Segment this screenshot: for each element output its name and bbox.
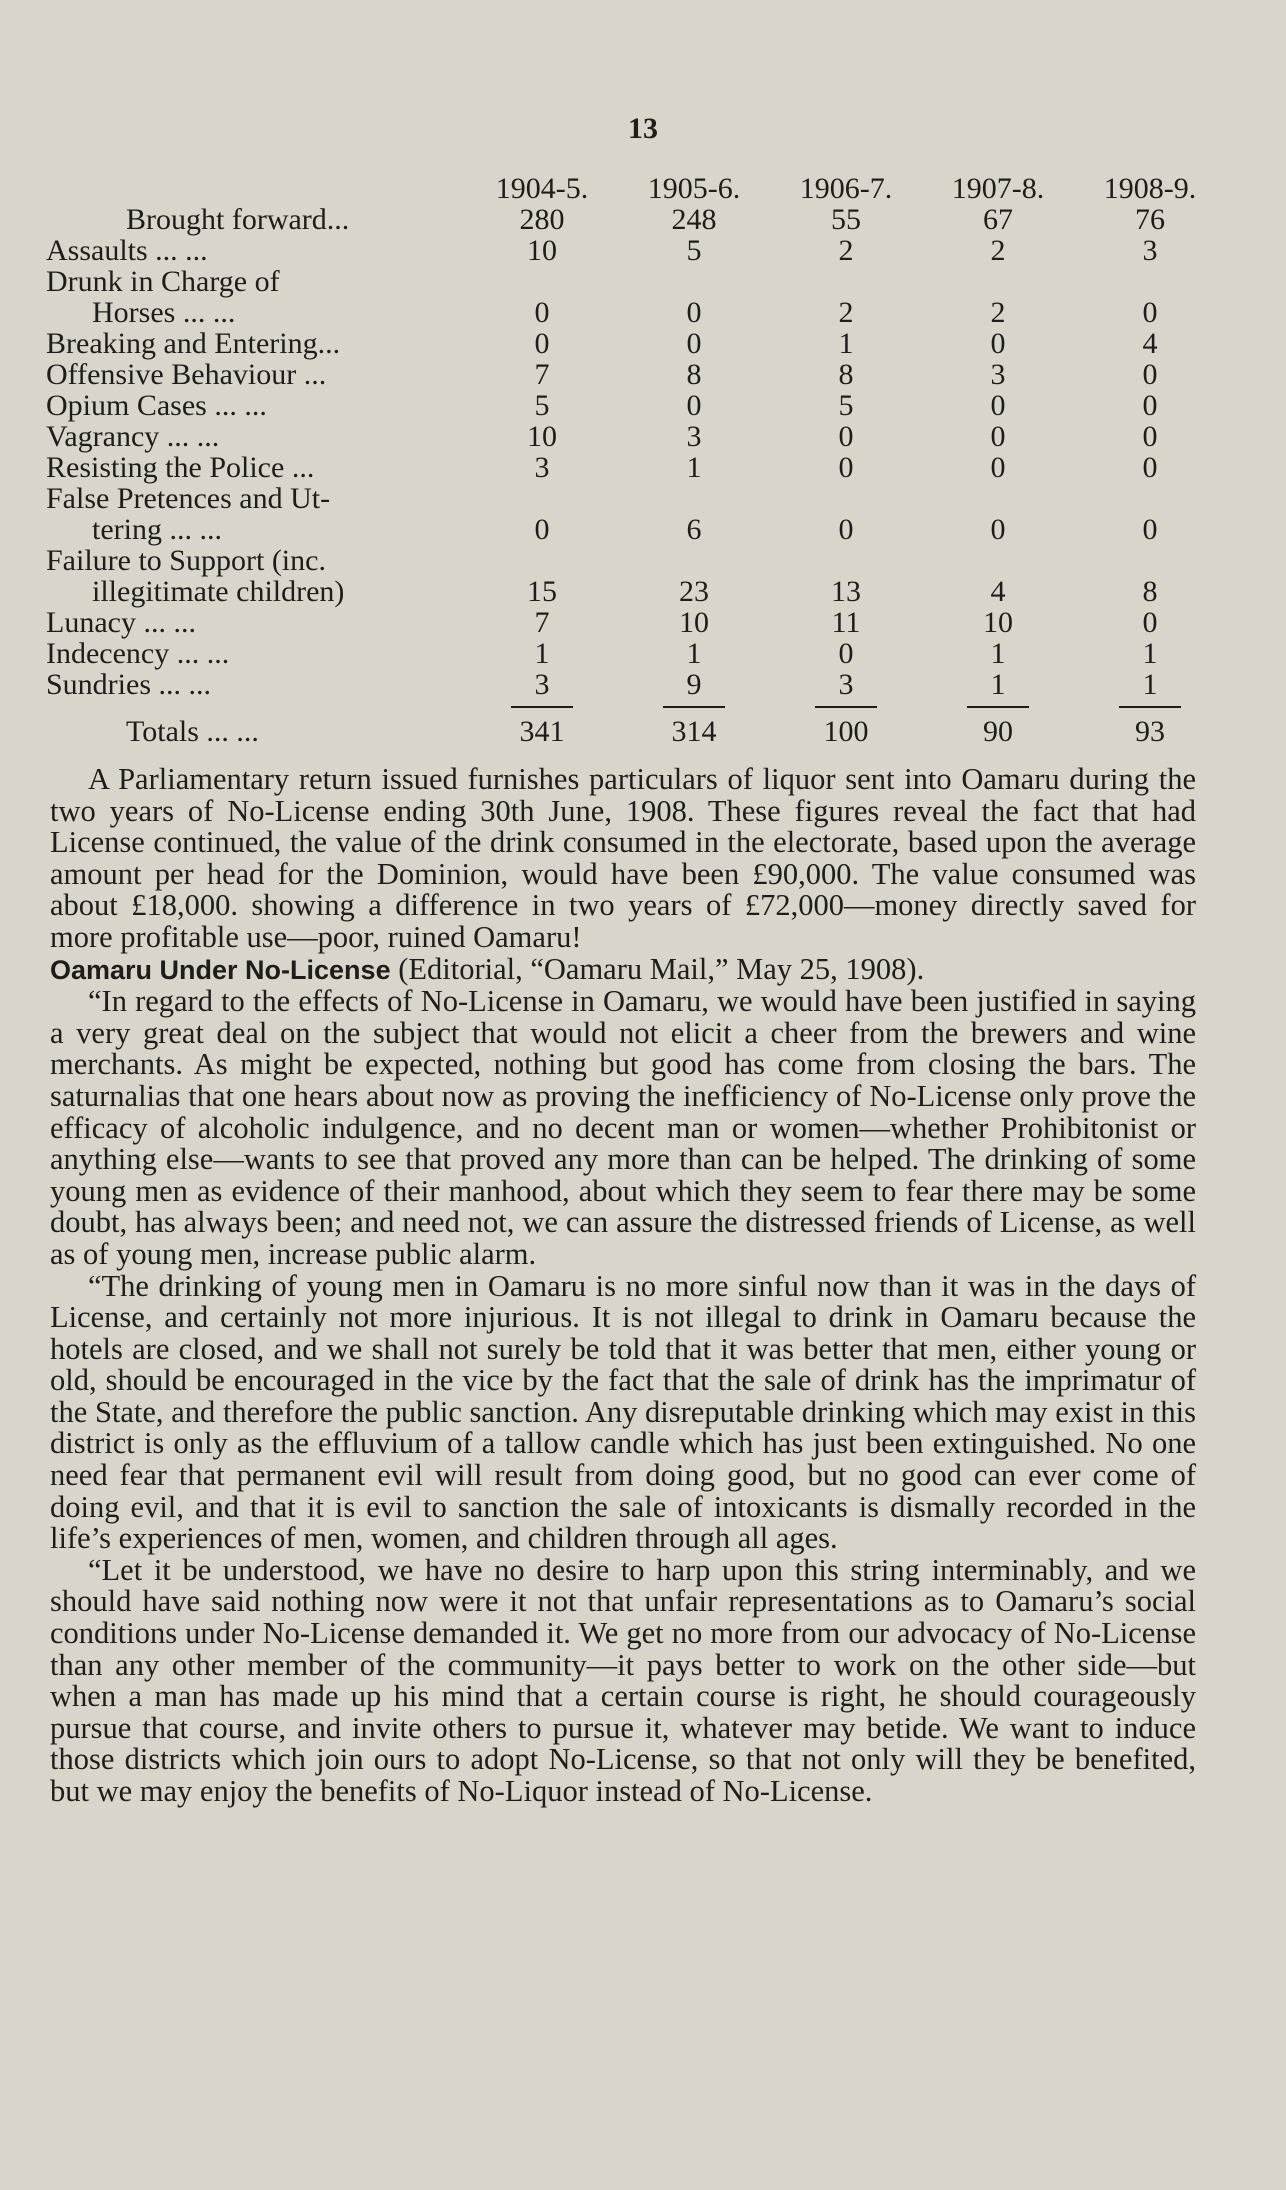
- row-label: Sundries ... ...: [46, 668, 211, 701]
- total-rule: [1119, 706, 1181, 708]
- rule-cell: [770, 700, 922, 714]
- cell-value: 3: [534, 451, 550, 484]
- cell-value: 13: [831, 575, 861, 608]
- total-value: 341: [519, 715, 565, 748]
- cell-value: 3: [838, 668, 854, 701]
- cell-value: 15: [527, 575, 557, 608]
- row-label: Breaking and Entering...: [46, 327, 341, 360]
- cell-value: 2: [990, 234, 1006, 267]
- row-label-cont: tering ... ...: [92, 513, 222, 546]
- cell-value: 0: [838, 513, 854, 546]
- body-text: [50, 764, 1196, 1808]
- cell-value: 0: [686, 296, 702, 329]
- row-label: Indecency ... ...: [46, 637, 230, 670]
- cell-value: 1: [990, 668, 1006, 701]
- total-value: 93: [1135, 715, 1165, 748]
- heading-rest: (Editorial, “Oamaru Mail,” May 25, 1908).: [390, 951, 925, 986]
- cell-value: 1: [990, 637, 1006, 670]
- table-row: [46, 607, 1226, 638]
- cell-value: 1: [686, 451, 702, 484]
- year-header: 1905-6.: [647, 172, 741, 205]
- table-header-row: [46, 174, 1226, 204]
- year-header: 1908-9.: [1103, 172, 1197, 205]
- empty-cell: [770, 483, 922, 514]
- row-label: Assaults ... ...: [46, 234, 208, 267]
- cell-value: 5: [534, 389, 550, 422]
- table-row-cont: [46, 514, 1226, 545]
- table-row: [46, 359, 1226, 390]
- cell-value: 55: [831, 203, 861, 236]
- cell-value: 0: [1142, 420, 1158, 453]
- cell-value: 1: [534, 637, 550, 670]
- year-header: 1906-7.: [799, 172, 893, 205]
- cell-value: 4: [1142, 327, 1158, 360]
- cell-value: 0: [990, 451, 1006, 484]
- cell-value: 1: [838, 327, 854, 360]
- paragraph: “In regard to the effects of No-License in Oamaru, we would have been justified in saying a very great deal on the subject that would not elicit a cheer from the brewers and wine merchants. As might be expected, nothing but good has come from closing the bars. The saturnalias that one hears about now as proving the inefficiency of No-License only prove the efficacy of alcoholic indulgence, and no decent man or women—whether Prohibitonist or anything else—wants to see that proved any more than can be helped. The drinking of some young men as evidence of their manhood, about which they seem to fear there may be some doubt, has always been; and need not, we can assure the distressed friends of License, as well as of young men, increase public alarm.: [50, 984, 1196, 1271]
- cell-value: 2: [838, 296, 854, 329]
- cell-value: 0: [1142, 296, 1158, 329]
- row-label: Opium Cases ... ...: [46, 389, 267, 422]
- empty-cell: [466, 483, 618, 514]
- total-rule: [815, 706, 877, 708]
- heading-bold: Oamaru Under No-License: [50, 954, 391, 985]
- cell-value: 5: [686, 234, 702, 267]
- totals-row: [46, 714, 1226, 747]
- cell-value: 0: [534, 296, 550, 329]
- empty-cell: [922, 266, 1074, 297]
- total-value: 100: [823, 715, 869, 748]
- cell-value: 23: [679, 575, 709, 608]
- table-row: [46, 638, 1226, 669]
- cell-value: 0: [838, 451, 854, 484]
- cell-value: 6: [686, 513, 702, 546]
- cell-value: 0: [1142, 389, 1158, 422]
- total-rule: [967, 706, 1029, 708]
- rule-cell: [618, 700, 770, 714]
- paragraph: “Let it be understood, we have no desire to harp upon this string interminably, and we should have said nothing now were it not that unfair representations as to Oamaru’s social conditions under No-License demanded it. We get no more from our advocacy of No-License than any other member of the community—it pays better to work on the other side—but when a man has made up his mind that a certain course is right, he should courageously pursue that course, and invite others to pursue it, whatever may betide. We want to induce those districts which join ours to adopt No-License, so that not only will they be benefited, but we may enjoy the benefits of No-Liquor instead of No-License.: [50, 1552, 1196, 1808]
- cell-value: 8: [686, 358, 702, 391]
- cell-value: 7: [534, 358, 550, 391]
- cell-value: 5: [838, 389, 854, 422]
- table-row: [46, 452, 1226, 483]
- empty-cell: [466, 266, 618, 297]
- header-blank: [46, 174, 466, 204]
- row-label-cont: Horses ... ...: [92, 296, 236, 329]
- cell-value: 3: [990, 358, 1006, 391]
- empty-cell: [618, 483, 770, 514]
- cell-value: 67: [983, 203, 1013, 236]
- cell-value: 2: [838, 234, 854, 267]
- cell-value: 8: [838, 358, 854, 391]
- cell-value: 11: [831, 606, 861, 639]
- cell-value: 0: [1142, 358, 1158, 391]
- cell-value: 1: [686, 637, 702, 670]
- year-header: 1907-8.: [951, 172, 1045, 205]
- rule-blank: [46, 700, 466, 714]
- cell-value: 3: [686, 420, 702, 453]
- page-number: 13: [628, 112, 658, 145]
- rule-cell: [466, 700, 618, 714]
- cell-value: 10: [679, 606, 709, 639]
- cell-value: 1: [1142, 637, 1158, 670]
- table-row-cont: [46, 576, 1226, 607]
- offences-table: [46, 174, 1226, 747]
- year-header: 1904-5.: [495, 172, 589, 205]
- cell-value: 0: [686, 327, 702, 360]
- cell-value: 0: [534, 513, 550, 546]
- empty-cell: [466, 545, 618, 576]
- empty-cell: [770, 545, 922, 576]
- cell-value: 7: [534, 606, 550, 639]
- cell-value: 3: [534, 668, 550, 701]
- cell-value: 10: [527, 420, 557, 453]
- total-value: 314: [671, 715, 717, 748]
- row-label: Offensive Behaviour ...: [46, 358, 327, 391]
- cell-value: 280: [519, 203, 565, 236]
- cell-value: 0: [838, 420, 854, 453]
- cell-value: 10: [983, 606, 1013, 639]
- row-label-cont: illegitimate children): [92, 575, 345, 608]
- row-label: False Pretences and Ut-: [46, 482, 331, 515]
- empty-cell: [1074, 483, 1226, 514]
- total-value: 90: [983, 715, 1013, 748]
- row-label: Resisting the Police ...: [46, 451, 315, 484]
- row-label: Drunk in Charge of: [46, 265, 280, 298]
- empty-cell: [1074, 545, 1226, 576]
- table-row: [46, 669, 1226, 700]
- table-row: [46, 266, 1226, 297]
- cell-value: 1: [1142, 668, 1158, 701]
- empty-cell: [618, 266, 770, 297]
- cell-value: 10: [527, 234, 557, 267]
- paragraph: “The drinking of young men in Oamaru is no more sinful now than it was in the days of License, and certainly not more injurious. It is not illegal to drink in Oamaru because the hotels are closed, and we shall not surely be told that it was better that men, either young or old, should be encouraged in the vice by the fact that the sale of drink has the imprimatur of the State, and therefore the public sanction. Any disreputable drinking which may exist in this district is only as the effluvium of a tallow candle which has just been extinguished. No one need fear that permanent evil will result from doing good, but no good can ever come of doing evil, and that it is evil to sanction the sale of intoxicants is dismally recorded in the life’s experiences of men, women, and children through all ages.: [50, 1268, 1196, 1556]
- cell-value: 0: [990, 389, 1006, 422]
- cell-value: 0: [990, 513, 1006, 546]
- table-row: [46, 545, 1226, 576]
- cell-value: 0: [534, 327, 550, 360]
- cell-value: 0: [1142, 513, 1158, 546]
- total-rule: [511, 706, 573, 708]
- row-label: Failure to Support (inc.: [46, 544, 326, 577]
- brought-forward-row: [46, 204, 1226, 235]
- table-row: [46, 390, 1226, 421]
- empty-cell: [922, 483, 1074, 514]
- empty-cell: [770, 266, 922, 297]
- cell-value: 0: [990, 327, 1006, 360]
- empty-cell: [618, 545, 770, 576]
- cell-value: 0: [1142, 606, 1158, 639]
- rule-cell: [922, 700, 1074, 714]
- cell-value: 0: [686, 389, 702, 422]
- cell-value: 0: [990, 420, 1006, 453]
- cell-value: 0: [1142, 451, 1158, 484]
- row-label: Lunacy ... ...: [46, 606, 196, 639]
- table-row: [46, 328, 1226, 359]
- totals-label: Totals ... ...: [126, 715, 259, 748]
- table-row: [46, 483, 1226, 514]
- total-rule: [663, 706, 725, 708]
- cell-value: 9: [686, 668, 702, 701]
- empty-cell: [1074, 266, 1226, 297]
- cell-value: 76: [1135, 203, 1165, 236]
- table-row: [46, 235, 1226, 266]
- editorial-heading: [50, 951, 1196, 987]
- table-row: [46, 421, 1226, 452]
- brought-forward-label: Brought forward...: [126, 203, 350, 236]
- paragraph: A Parliamentary return issued furnishes particulars of liquor sent into Oamaru during the two years of No-License ending 30th June, 1908. These figures reveal the fact that had License continued, the value of the drink consumed in the electorate, based upon the average amount per head for the Dominion, would have been £90,000. The value consumed was about £18,000. showing a difference in two years of £72,000—money directly saved for more profitable use—poor, ruined Oamaru!: [50, 762, 1196, 954]
- table-row-cont: [46, 297, 1226, 328]
- cell-value: 3: [1142, 234, 1158, 267]
- cell-value: 0: [838, 637, 854, 670]
- row-label: Vagrancy ... ...: [46, 420, 220, 453]
- cell-value: 2: [990, 296, 1006, 329]
- empty-cell: [922, 545, 1074, 576]
- rule-cell: [1074, 700, 1226, 714]
- total-rule-row: [46, 700, 1226, 714]
- cell-value: 4: [990, 575, 1006, 608]
- cell-value: 8: [1142, 575, 1158, 608]
- cell-value: 248: [671, 203, 717, 236]
